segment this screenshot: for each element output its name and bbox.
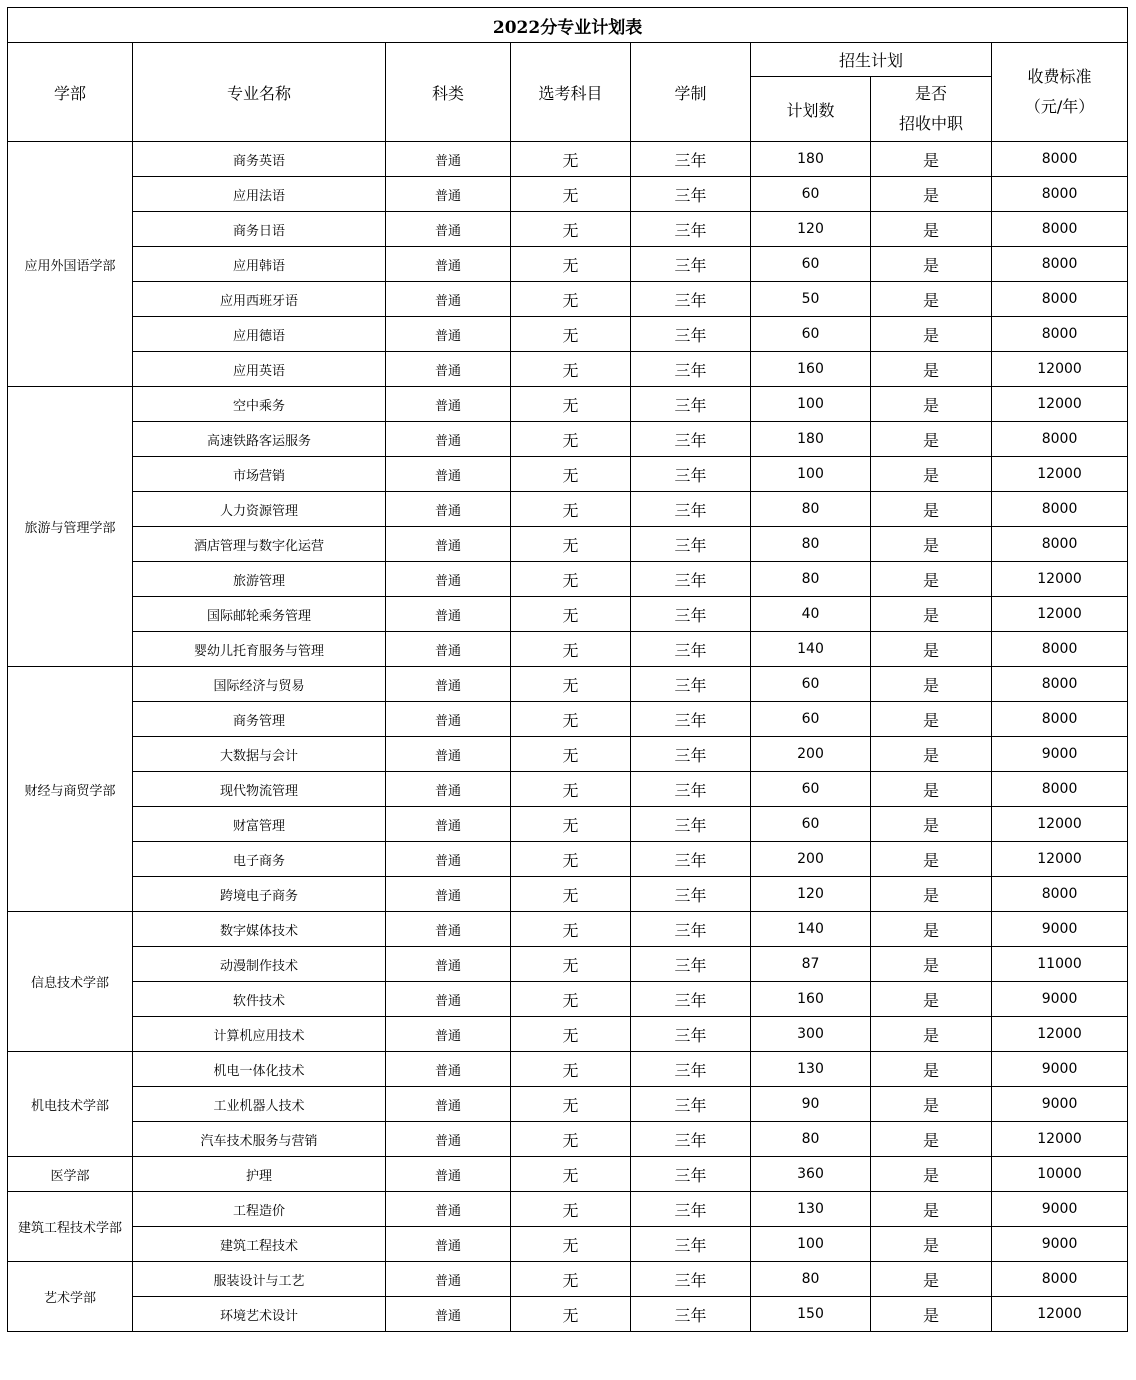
category-cell: 普通 [386, 807, 511, 842]
vocational-cell: 是 [871, 1157, 992, 1192]
category-cell: 普通 [386, 702, 511, 737]
study-length-cell: 三年 [631, 1052, 751, 1087]
plan-count-cell: 80 [751, 562, 871, 597]
fee-cell: 12000 [992, 1017, 1128, 1052]
category-cell: 普通 [386, 1087, 511, 1122]
vocational-cell: 是 [871, 247, 992, 282]
elective-subject-cell: 无 [511, 562, 631, 597]
fee-cell: 8000 [992, 212, 1128, 247]
table-row [8, 632, 1128, 667]
vocational-cell: 是 [871, 457, 992, 492]
fee-cell: 12000 [992, 597, 1128, 632]
study-length-cell: 三年 [631, 1297, 751, 1332]
study-length-cell: 三年 [631, 597, 751, 632]
fee-cell: 9000 [992, 912, 1128, 947]
plan-count-cell: 160 [751, 982, 871, 1017]
plan-count-cell: 60 [751, 667, 871, 702]
plan-count-cell: 60 [751, 807, 871, 842]
study-length-cell: 三年 [631, 702, 751, 737]
vocational-cell: 是 [871, 492, 992, 527]
fee-cell: 9000 [992, 1227, 1128, 1262]
fee-cell: 8000 [992, 177, 1128, 212]
plan-count-cell: 60 [751, 772, 871, 807]
plan-count-cell: 100 [751, 1227, 871, 1262]
major-name-cell: 工程造价 [133, 1192, 386, 1227]
study-length-cell: 三年 [631, 422, 751, 457]
category-cell: 普通 [386, 212, 511, 247]
vocational-cell: 是 [871, 772, 992, 807]
elective-subject-cell: 无 [511, 247, 631, 282]
study-length-cell: 三年 [631, 632, 751, 667]
major-name-cell: 高速铁路客运服务 [133, 422, 386, 457]
fee-cell: 12000 [992, 457, 1128, 492]
major-name-cell: 数字媒体技术 [133, 912, 386, 947]
elective-subject-cell: 无 [511, 947, 631, 982]
major-name-cell: 应用德语 [133, 317, 386, 352]
fee-cell: 8000 [992, 877, 1128, 912]
elective-subject-cell: 无 [511, 422, 631, 457]
category-cell: 普通 [386, 772, 511, 807]
header-fee [992, 43, 1128, 142]
plan-count-cell: 40 [751, 597, 871, 632]
elective-subject-cell: 无 [511, 667, 631, 702]
fee-cell: 11000 [992, 947, 1128, 982]
fee-cell: 12000 [992, 1297, 1128, 1332]
table-row [8, 317, 1128, 352]
category-cell: 普通 [386, 1262, 511, 1297]
elective-subject-cell: 无 [511, 177, 631, 212]
category-cell: 普通 [386, 1122, 511, 1157]
major-name-cell: 应用韩语 [133, 247, 386, 282]
fee-cell: 8000 [992, 142, 1128, 177]
table-row [8, 457, 1128, 492]
elective-subject-cell: 无 [511, 912, 631, 947]
title-row [8, 8, 1128, 43]
study-length-cell: 三年 [631, 877, 751, 912]
plan-count-cell: 150 [751, 1297, 871, 1332]
category-cell: 普通 [386, 1017, 511, 1052]
table-row [8, 877, 1128, 912]
vocational-cell: 是 [871, 422, 992, 457]
major-name-cell: 应用西班牙语 [133, 282, 386, 317]
elective-subject-cell: 无 [511, 527, 631, 562]
major-name-cell: 现代物流管理 [133, 772, 386, 807]
major-name-cell: 建筑工程技术 [133, 1227, 386, 1262]
major-name-cell: 婴幼儿托育服务与管理 [133, 632, 386, 667]
plan-count-cell: 60 [751, 247, 871, 282]
vocational-cell: 是 [871, 1087, 992, 1122]
vocational-cell: 是 [871, 947, 992, 982]
plan-count-cell: 130 [751, 1052, 871, 1087]
header-length: 学制 [631, 43, 751, 142]
major-name-cell: 大数据与会计 [133, 737, 386, 772]
vocational-cell: 是 [871, 282, 992, 317]
study-length-cell: 三年 [631, 1122, 751, 1157]
study-length-cell: 三年 [631, 177, 751, 212]
table-row [8, 422, 1128, 457]
vocational-cell: 是 [871, 1122, 992, 1157]
study-length-cell: 三年 [631, 667, 751, 702]
plan-count-cell: 90 [751, 1087, 871, 1122]
major-name-cell: 跨境电子商务 [133, 877, 386, 912]
elective-subject-cell: 无 [511, 982, 631, 1017]
table-row [8, 282, 1128, 317]
major-name-cell: 旅游管理 [133, 562, 386, 597]
major-name-cell: 电子商务 [133, 842, 386, 877]
category-cell: 普通 [386, 387, 511, 422]
vocational-cell: 是 [871, 632, 992, 667]
fee-cell: 8000 [992, 702, 1128, 737]
study-length-cell: 三年 [631, 457, 751, 492]
header-fee-line1: 收费标准 [1027, 67, 1092, 86]
fee-cell: 10000 [992, 1157, 1128, 1192]
category-cell: 普通 [386, 667, 511, 702]
major-name-cell: 商务英语 [133, 142, 386, 177]
plan-count-cell: 80 [751, 1262, 871, 1297]
table-row [8, 597, 1128, 632]
vocational-cell: 是 [871, 177, 992, 212]
plan-count-cell: 160 [751, 352, 871, 387]
vocational-cell: 是 [871, 527, 992, 562]
major-name-cell: 计算机应用技术 [133, 1017, 386, 1052]
study-length-cell: 三年 [631, 352, 751, 387]
major-name-cell: 应用英语 [133, 352, 386, 387]
department-cell: 艺术学部 [8, 1262, 133, 1332]
elective-subject-cell: 无 [511, 1017, 631, 1052]
plan-count-cell: 300 [751, 1017, 871, 1052]
major-name-cell: 国际经济与贸易 [133, 667, 386, 702]
fee-cell: 8000 [992, 667, 1128, 702]
study-length-cell: 三年 [631, 212, 751, 247]
vocational-cell: 是 [871, 1262, 992, 1297]
table-row [8, 1192, 1128, 1227]
fee-cell: 12000 [992, 352, 1128, 387]
fee-cell: 8000 [992, 247, 1128, 282]
vocational-cell: 是 [871, 982, 992, 1017]
elective-subject-cell: 无 [511, 1157, 631, 1192]
vocational-cell: 是 [871, 1227, 992, 1262]
table-row [8, 492, 1128, 527]
category-cell: 普通 [386, 842, 511, 877]
plan-count-cell: 120 [751, 212, 871, 247]
elective-subject-cell: 无 [511, 492, 631, 527]
study-length-cell: 三年 [631, 492, 751, 527]
category-cell: 普通 [386, 1227, 511, 1262]
fee-cell: 8000 [992, 422, 1128, 457]
vocational-cell: 是 [871, 1192, 992, 1227]
vocational-cell: 是 [871, 1297, 992, 1332]
fee-cell: 12000 [992, 807, 1128, 842]
plan-count-cell: 360 [751, 1157, 871, 1192]
elective-subject-cell: 无 [511, 842, 631, 877]
header-major: 专业名称 [133, 43, 386, 142]
major-name-cell: 环境艺术设计 [133, 1297, 386, 1332]
elective-subject-cell: 无 [511, 1297, 631, 1332]
plan-count-cell: 100 [751, 457, 871, 492]
elective-subject-cell: 无 [511, 457, 631, 492]
major-name-cell: 动漫制作技术 [133, 947, 386, 982]
category-cell: 普通 [386, 282, 511, 317]
study-length-cell: 三年 [631, 387, 751, 422]
major-name-cell: 国际邮轮乘务管理 [133, 597, 386, 632]
elective-subject-cell: 无 [511, 142, 631, 177]
table-row [8, 1297, 1128, 1332]
vocational-cell: 是 [871, 212, 992, 247]
plan-count-cell: 130 [751, 1192, 871, 1227]
table-row [8, 387, 1128, 422]
plan-count-cell: 80 [751, 1122, 871, 1157]
table-row [8, 807, 1128, 842]
major-name-cell: 财富管理 [133, 807, 386, 842]
department-cell: 信息技术学部 [8, 912, 133, 1052]
fee-cell: 9000 [992, 1087, 1128, 1122]
major-name-cell: 软件技术 [133, 982, 386, 1017]
plan-count-cell: 200 [751, 737, 871, 772]
table-row [8, 212, 1128, 247]
table-row [8, 247, 1128, 282]
category-cell: 普通 [386, 877, 511, 912]
header-subject: 选考科目 [511, 43, 631, 142]
table-row [8, 1122, 1128, 1157]
fee-cell: 9000 [992, 1192, 1128, 1227]
major-name-cell: 商务日语 [133, 212, 386, 247]
category-cell: 普通 [386, 317, 511, 352]
enrollment-plan-table [7, 7, 1128, 1332]
major-name-cell: 应用法语 [133, 177, 386, 212]
category-cell: 普通 [386, 1192, 511, 1227]
fee-cell: 12000 [992, 562, 1128, 597]
elective-subject-cell: 无 [511, 1122, 631, 1157]
header-vocational [871, 77, 992, 142]
table-row [8, 1052, 1128, 1087]
plan-count-cell: 60 [751, 317, 871, 352]
fee-cell: 8000 [992, 527, 1128, 562]
major-name-cell: 汽车技术服务与营销 [133, 1122, 386, 1157]
plan-count-cell: 200 [751, 842, 871, 877]
elective-subject-cell: 无 [511, 807, 631, 842]
major-name-cell: 人力资源管理 [133, 492, 386, 527]
vocational-cell: 是 [871, 842, 992, 877]
major-name-cell: 护理 [133, 1157, 386, 1192]
study-length-cell: 三年 [631, 247, 751, 282]
table-row [8, 737, 1128, 772]
header-row [8, 43, 1128, 77]
major-name-cell: 酒店管理与数字化运营 [133, 527, 386, 562]
study-length-cell: 三年 [631, 737, 751, 772]
study-length-cell: 三年 [631, 1017, 751, 1052]
table-row [8, 1262, 1128, 1297]
major-name-cell: 服装设计与工艺 [133, 1262, 386, 1297]
category-cell: 普通 [386, 982, 511, 1017]
category-cell: 普通 [386, 1157, 511, 1192]
fee-cell: 8000 [992, 772, 1128, 807]
table-row [8, 177, 1128, 212]
elective-subject-cell: 无 [511, 282, 631, 317]
department-cell: 医学部 [8, 1157, 133, 1192]
table-row [8, 527, 1128, 562]
plan-count-cell: 60 [751, 702, 871, 737]
elective-subject-cell: 无 [511, 317, 631, 352]
category-cell: 普通 [386, 177, 511, 212]
department-cell: 建筑工程技术学部 [8, 1192, 133, 1262]
category-cell: 普通 [386, 1052, 511, 1087]
major-name-cell: 市场营销 [133, 457, 386, 492]
plan-count-cell: 140 [751, 912, 871, 947]
study-length-cell: 三年 [631, 527, 751, 562]
elective-subject-cell: 无 [511, 877, 631, 912]
table-row [8, 352, 1128, 387]
table-row [8, 562, 1128, 597]
major-name-cell: 机电一体化技术 [133, 1052, 386, 1087]
vocational-cell: 是 [871, 317, 992, 352]
vocational-cell: 是 [871, 1052, 992, 1087]
fee-cell: 12000 [992, 842, 1128, 877]
header-department: 学部 [8, 43, 133, 142]
header-type: 科类 [386, 43, 511, 142]
study-length-cell: 三年 [631, 912, 751, 947]
elective-subject-cell: 无 [511, 597, 631, 632]
vocational-cell: 是 [871, 807, 992, 842]
fee-cell: 12000 [992, 387, 1128, 422]
plan-count-cell: 180 [751, 142, 871, 177]
plan-count-cell: 87 [751, 947, 871, 982]
table-body [8, 8, 1128, 1332]
fee-cell: 12000 [992, 1122, 1128, 1157]
plan-count-cell: 100 [751, 387, 871, 422]
elective-subject-cell: 无 [511, 1052, 631, 1087]
vocational-cell: 是 [871, 597, 992, 632]
fee-cell: 9000 [992, 737, 1128, 772]
header-vocational-line2: 招收中职 [898, 114, 963, 133]
vocational-cell: 是 [871, 387, 992, 422]
category-cell: 普通 [386, 422, 511, 457]
elective-subject-cell: 无 [511, 702, 631, 737]
fee-cell: 8000 [992, 492, 1128, 527]
category-cell: 普通 [386, 142, 511, 177]
table-row [8, 702, 1128, 737]
category-cell: 普通 [386, 527, 511, 562]
table-row [8, 982, 1128, 1017]
elective-subject-cell: 无 [511, 352, 631, 387]
table-row [8, 1227, 1128, 1262]
fee-cell: 8000 [992, 317, 1128, 352]
category-cell: 普通 [386, 912, 511, 947]
category-cell: 普通 [386, 247, 511, 282]
study-length-cell: 三年 [631, 807, 751, 842]
category-cell: 普通 [386, 352, 511, 387]
category-cell: 普通 [386, 737, 511, 772]
plan-count-cell: 80 [751, 492, 871, 527]
plan-count-cell: 50 [751, 282, 871, 317]
vocational-cell: 是 [871, 667, 992, 702]
study-length-cell: 三年 [631, 1262, 751, 1297]
plan-count-cell: 60 [751, 177, 871, 212]
study-length-cell: 三年 [631, 562, 751, 597]
category-cell: 普通 [386, 947, 511, 982]
elective-subject-cell: 无 [511, 1262, 631, 1297]
table-title: 2022分专业计划表 [8, 8, 1128, 43]
elective-subject-cell: 无 [511, 1227, 631, 1262]
major-name-cell: 工业机器人技术 [133, 1087, 386, 1122]
plan-count-cell: 80 [751, 527, 871, 562]
major-name-cell: 空中乘务 [133, 387, 386, 422]
study-length-cell: 三年 [631, 1157, 751, 1192]
study-length-cell: 三年 [631, 142, 751, 177]
vocational-cell: 是 [871, 1017, 992, 1052]
category-cell: 普通 [386, 492, 511, 527]
study-length-cell: 三年 [631, 842, 751, 877]
elective-subject-cell: 无 [511, 212, 631, 247]
table-row [8, 842, 1128, 877]
category-cell: 普通 [386, 562, 511, 597]
vocational-cell: 是 [871, 702, 992, 737]
plan-count-cell: 140 [751, 632, 871, 667]
table-row [8, 142, 1128, 177]
table-row [8, 772, 1128, 807]
study-length-cell: 三年 [631, 1227, 751, 1262]
table-row [8, 1157, 1128, 1192]
vocational-cell: 是 [871, 352, 992, 387]
fee-cell: 8000 [992, 632, 1128, 667]
department-cell: 财经与商贸学部 [8, 667, 133, 912]
department-cell: 机电技术学部 [8, 1052, 133, 1157]
elective-subject-cell: 无 [511, 387, 631, 422]
plan-count-cell: 120 [751, 877, 871, 912]
elective-subject-cell: 无 [511, 632, 631, 667]
study-length-cell: 三年 [631, 982, 751, 1017]
vocational-cell: 是 [871, 912, 992, 947]
fee-cell: 9000 [992, 1052, 1128, 1087]
fee-cell: 8000 [992, 1262, 1128, 1297]
header-vocational-line1: 是否 [914, 84, 947, 103]
table-row [8, 667, 1128, 702]
table-row [8, 1087, 1128, 1122]
study-length-cell: 三年 [631, 317, 751, 352]
header-plan-group: 招生计划 [751, 43, 992, 77]
vocational-cell: 是 [871, 562, 992, 597]
study-length-cell: 三年 [631, 947, 751, 982]
major-name-cell: 商务管理 [133, 702, 386, 737]
header-fee-line2: （元/年） [1024, 97, 1095, 116]
category-cell: 普通 [386, 1297, 511, 1332]
category-cell: 普通 [386, 632, 511, 667]
study-length-cell: 三年 [631, 1087, 751, 1122]
table-row [8, 947, 1128, 982]
plan-count-cell: 180 [751, 422, 871, 457]
elective-subject-cell: 无 [511, 772, 631, 807]
fee-cell: 9000 [992, 982, 1128, 1017]
fee-cell: 8000 [992, 282, 1128, 317]
vocational-cell: 是 [871, 737, 992, 772]
vocational-cell: 是 [871, 877, 992, 912]
category-cell: 普通 [386, 457, 511, 492]
department-cell: 旅游与管理学部 [8, 387, 133, 667]
header-plan-count: 计划数 [751, 77, 871, 142]
department-cell: 应用外国语学部 [8, 142, 133, 387]
table-row [8, 912, 1128, 947]
table-row [8, 1017, 1128, 1052]
category-cell: 普通 [386, 597, 511, 632]
elective-subject-cell: 无 [511, 1087, 631, 1122]
vocational-cell: 是 [871, 142, 992, 177]
study-length-cell: 三年 [631, 282, 751, 317]
elective-subject-cell: 无 [511, 1192, 631, 1227]
study-length-cell: 三年 [631, 1192, 751, 1227]
elective-subject-cell: 无 [511, 737, 631, 772]
study-length-cell: 三年 [631, 772, 751, 807]
